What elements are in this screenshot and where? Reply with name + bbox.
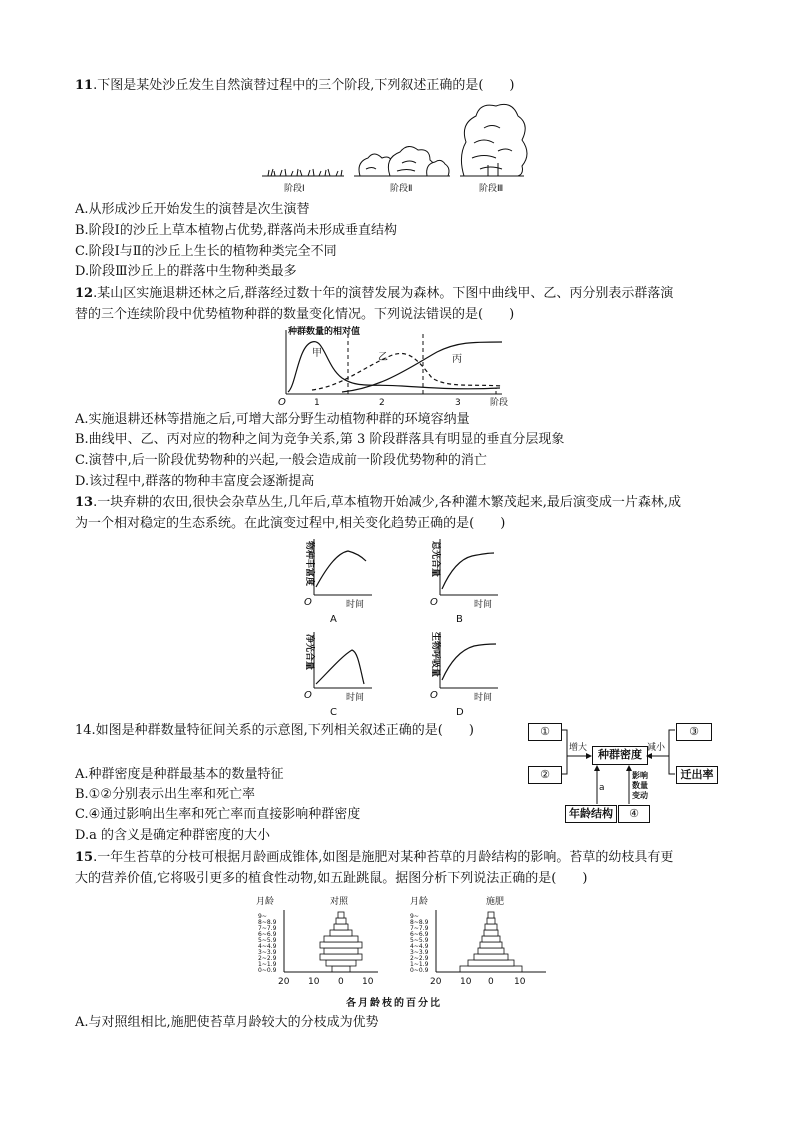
q12-option-d: D.该过程中,群落的物种丰富度会逐渐提高 <box>75 474 315 489</box>
q15-stem-line2: 大的营养价值,它将吸引更多的植食性动物,如五趾跳鼠。据图分析下列说法正确的是( ) <box>75 871 588 886</box>
q14-option-b: B.①②分别表示出生率和死亡率 <box>75 787 255 802</box>
q13-stem-line1: 13.一块弃耕的农田,很快会杂草丛生,几年后,草本植物开始减少,各种灌木繁茂起来,最后演变成一片森林,成 <box>75 495 682 510</box>
q14-number: 14 <box>75 723 92 738</box>
svg-text:0: 0 <box>338 977 344 987</box>
svg-text:7~7.9: 7~7.9 <box>410 925 429 932</box>
q11-option-c: C.阶段Ⅰ与Ⅱ的沙丘上生长的植物种类完全不同 <box>75 244 337 259</box>
svg-text:1~1.9: 1~1.9 <box>258 961 277 968</box>
stage-3-label: 阶段Ⅲ <box>479 184 504 194</box>
stage-2-label: 阶段Ⅱ <box>390 184 413 194</box>
q15-stem-line1: 15.一年生苔草的分枝可根据月龄画成锥体,如图是施肥对某种苔草的月龄结构的影响。苔草的幼枝具有更 <box>75 850 674 865</box>
control-yticks <box>258 913 277 974</box>
q14-option-a: A.种群密度是种群最基本的数量特征 <box>75 767 284 782</box>
y-axis-label: 种群数量的相对值 <box>288 327 361 337</box>
q15-option-a: A.与对照组相比,施肥使苔草月龄较大的分枝成为优势 <box>75 1015 379 1030</box>
origin-label: O <box>278 397 286 408</box>
svg-text:6~6.9: 6~6.9 <box>410 931 429 938</box>
svg-text:3~3.9: 3~3.9 <box>258 949 277 956</box>
graph-b-letter: B <box>456 614 463 625</box>
graph-c-origin: O <box>304 690 312 701</box>
q12-option-b: B.曲线甲、乙、丙对应的物种之间为竞争关系,第 3 阶段群落具有明显的垂直分层现象 <box>75 432 565 447</box>
svg-text:9~: 9~ <box>410 913 419 920</box>
q13-number: 13 <box>75 495 94 510</box>
graph-d-xlabel: 时间 <box>474 693 493 703</box>
q11-number: 11 <box>75 78 94 93</box>
svg-text:5~5.9: 5~5.9 <box>258 937 277 944</box>
svg-text:1~1.9: 1~1.9 <box>410 961 429 968</box>
svg-text:4~4.9: 4~4.9 <box>258 943 277 950</box>
diagram-box-age: 年龄结构 <box>565 805 617 823</box>
diagram-box-3: ③ <box>676 723 712 741</box>
graph-c-ylabel: 净光合量 <box>304 634 314 671</box>
svg-text:8~8.9: 8~8.9 <box>258 919 277 926</box>
q12-option-c: C.演替中,后一阶段优势物种的兴起,一般会造成前一阶段优势物种的消亡 <box>75 453 487 468</box>
graph-b-ylabel: 总光合量 <box>430 541 440 578</box>
svg-text:10: 10 <box>514 977 526 987</box>
diagram-box-1: ① <box>528 723 562 741</box>
diagram-box-center: 种群密度 <box>592 746 648 765</box>
q11-succession-illustration <box>262 103 532 195</box>
graph-a-origin: O <box>304 597 312 608</box>
svg-text:3~3.9: 3~3.9 <box>410 949 429 956</box>
x-tick-3: 3 <box>455 398 461 408</box>
svg-text:9~: 9~ <box>258 913 267 920</box>
svg-text:6~6.9: 6~6.9 <box>258 931 277 938</box>
graph-d-ylabel: 生物呼吸量 <box>430 632 440 678</box>
svg-text:0~0.9: 0~0.9 <box>410 967 429 974</box>
x-tick-1: 1 <box>314 398 320 408</box>
diagram-box-2: ② <box>528 766 562 784</box>
graph-a-ylabel: 物种丰富度 <box>304 541 314 587</box>
control-pyramid <box>320 912 362 972</box>
stage-2-shrubs <box>354 146 450 176</box>
q11-stem: 11.下图是某处沙丘发生自然演替过程中的三个阶段,下列叙述正确的是( ) <box>75 78 515 93</box>
stage-1-label: 阶段Ⅰ <box>284 184 305 194</box>
graph-c-xlabel: 时间 <box>346 693 365 703</box>
q14-stem: 14.如图是种群数量特征间关系的示意图,下列相关叙述正确的是( ) <box>75 723 474 738</box>
q13-graph-d <box>420 628 500 718</box>
svg-text:0: 0 <box>488 977 494 987</box>
svg-text:10: 10 <box>460 977 472 987</box>
svg-text:7~7.9: 7~7.9 <box>258 925 277 932</box>
q15-chart-caption: 各月龄枝的百分比 <box>346 998 442 1009</box>
q15-age-pyramid-chart <box>250 892 550 1012</box>
graph-b-origin: O <box>430 597 438 608</box>
svg-text:20: 20 <box>278 977 290 987</box>
q11-option-b: B.阶段Ⅰ的沙丘上草本植物占优势,群落尚未形成垂直结构 <box>75 223 397 238</box>
q15-number: 15 <box>75 850 94 865</box>
panel-control-title: 对照 <box>330 897 349 907</box>
q12-stem-line1: 12.某山区实施退耕还林之后,群落经过数十年的演替发展为森林。下图中曲线甲、乙、丙分别表示群落演 <box>75 286 674 301</box>
graph-c-letter: C <box>330 707 337 718</box>
graph-a-xlabel: 时间 <box>346 600 365 610</box>
q11-option-a: A.从形成沙丘开始发生的演替是次生演替 <box>75 202 310 217</box>
q13-graph-c <box>294 628 374 718</box>
svg-text:5~5.9: 5~5.9 <box>410 937 429 944</box>
fertilizer-yticks <box>410 913 429 974</box>
q11-option-d: D.阶段Ⅲ沙丘上的群落中生物种类最多 <box>75 264 297 279</box>
q12-stem-line2: 替的三个连续阶段中优势植物种群的数量变化情况。下列说法错误的是( ) <box>75 307 515 322</box>
svg-text:0~0.9: 0~0.9 <box>258 967 277 974</box>
graph-d-letter: D <box>456 707 464 718</box>
curve-yi <box>312 353 502 390</box>
q13-stem-line2: 为一个相对稳定的生态系统。在此演变过程中,相关变化趋势正确的是( ) <box>75 516 506 531</box>
q14-option-d: D.a 的含义是确定种群密度的大小 <box>75 828 270 843</box>
svg-text:2~2.9: 2~2.9 <box>410 955 429 962</box>
graph-d-origin: O <box>430 690 438 701</box>
decrease-label: 减小 <box>647 743 666 753</box>
stage-3-forest <box>460 104 527 176</box>
x-axis-label: 阶段 <box>490 398 509 408</box>
svg-text:20: 20 <box>430 977 442 987</box>
svg-text:8~8.9: 8~8.9 <box>410 919 429 926</box>
curve-label-yi: 乙 <box>378 352 388 363</box>
svg-text:4~4.9: 4~4.9 <box>410 943 429 950</box>
svg-text:10: 10 <box>308 977 320 987</box>
q15-ylabel-left: 月龄 <box>256 897 275 907</box>
graph-b-xlabel: 时间 <box>474 600 493 610</box>
q13-graph-a <box>294 535 374 625</box>
control-xticks <box>278 977 374 987</box>
q13-graph-b <box>420 535 500 625</box>
fertilizer-pyramid <box>460 912 522 972</box>
graph-a-letter: A <box>330 614 337 625</box>
curve-label-jia: 甲 <box>312 348 322 359</box>
diagram-box-4: ④ <box>618 805 650 823</box>
a-label: a <box>599 783 605 793</box>
fertilizer-xticks <box>430 977 526 987</box>
increase-label: 增大 <box>569 743 588 753</box>
q12-option-a: A.实施退耕还林等措施之后,可增大部分野生动植物种群的环境容纳量 <box>75 412 470 427</box>
q12-population-chart <box>272 326 527 408</box>
q12-number: 12 <box>75 286 94 301</box>
svg-text:10: 10 <box>362 977 374 987</box>
diagram-box-emigration: 迁出率 <box>676 766 718 784</box>
stage-1-grass <box>262 169 344 176</box>
influence-label: 影响 数量 变动 <box>632 771 648 800</box>
svg-text:2~2.9: 2~2.9 <box>258 955 277 962</box>
curve-label-bing: 丙 <box>452 354 462 365</box>
q15-ylabel-right: 月龄 <box>410 897 429 907</box>
panel-fertilizer-title: 施肥 <box>486 897 505 907</box>
q14-option-c: C.④通过影响出生率和死亡率而直接影响种群密度 <box>75 807 361 822</box>
x-tick-2: 2 <box>379 398 385 408</box>
